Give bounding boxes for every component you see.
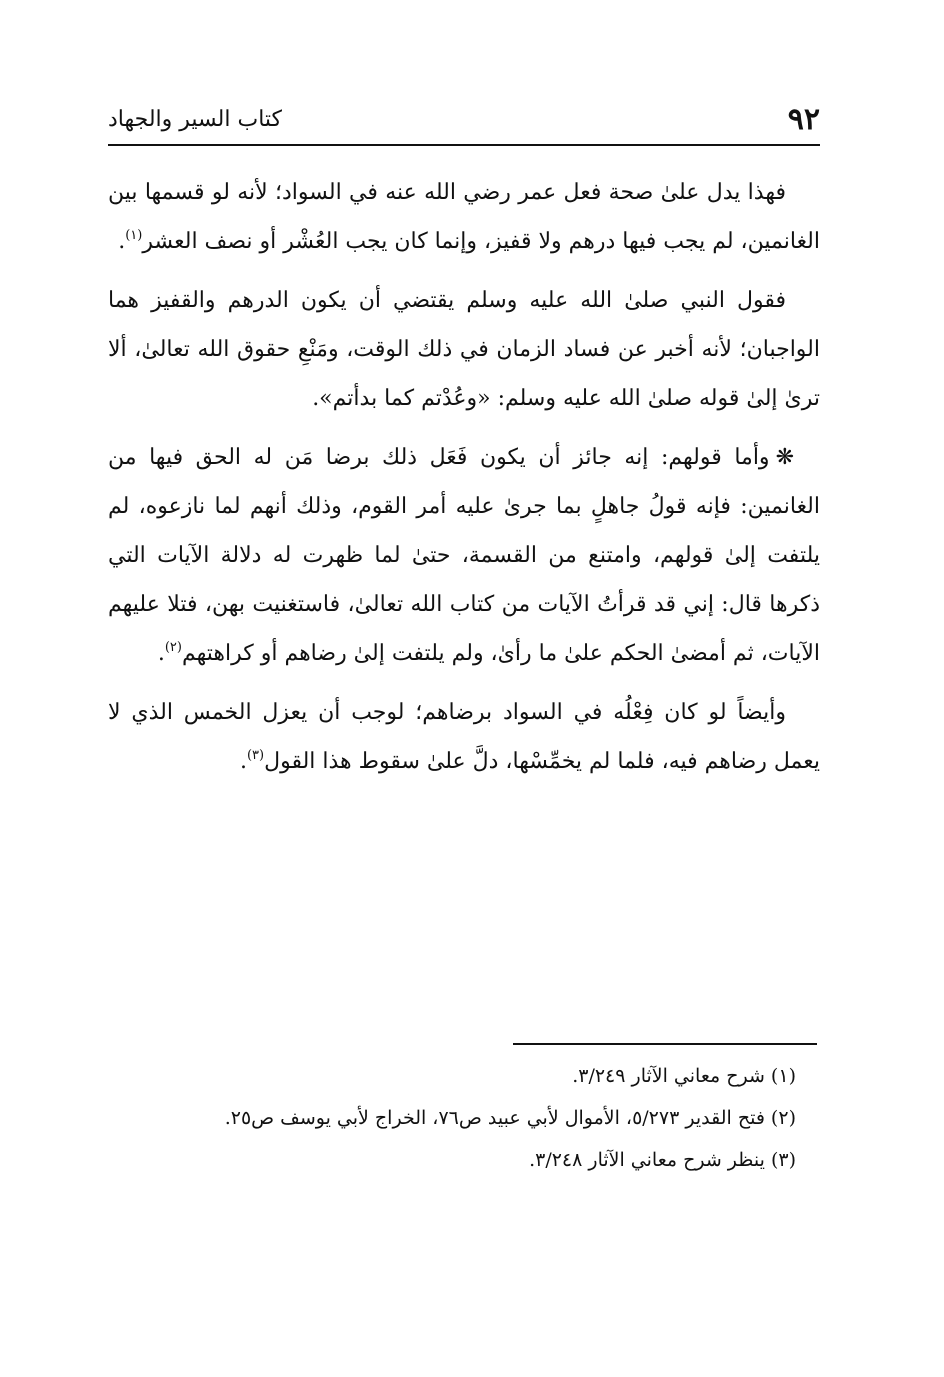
footnote: (١) شرح معاني الآثار ٣/٢٤٩. xyxy=(572,1065,796,1087)
main-text xyxy=(108,168,820,796)
paragraph-text: فهذا يدل علىٰ صحة فعل عمر رضي الله عنه في السواد؛ لأنه لو قسمها بين الغانمين، لم يجب فيها درهم ولا قفيز، وإنما كان يجب العُشْر أو نصف العشر xyxy=(108,180,820,254)
paragraph-end: . xyxy=(239,749,247,774)
running-title: كتاب السير والجهاد xyxy=(108,107,283,132)
paragraph xyxy=(108,168,820,266)
paragraph xyxy=(108,688,820,786)
paragraph xyxy=(108,433,820,678)
paragraph-end: . xyxy=(157,641,165,666)
page-number: ٩٢ xyxy=(787,102,820,137)
footnote-divider xyxy=(513,1043,817,1045)
paragraph-text: وأيضاً لو كان فِعْلُه في السواد برضاهم؛ لوجب أن يعزل الخمس الذي لا يعمل رضاهم فيه، فلما لم يخمِّسْها، دلَّ علىٰ سقوط هذا القول xyxy=(108,700,820,774)
paragraph-text: فقول النبي صلىٰ الله عليه وسلم يقتضي أن يكون الدرهم والقفيز هما الواجبان؛ لأنه أخبر عن فساد الزمان في ذلك الوقت، ومَنْعِ حقوق الله تعالىٰ، ألا ترىٰ إلىٰ قوله صلىٰ الله عليه وسلم: «وعُدْتم كما بدأتم». xyxy=(108,288,820,411)
asterisk-ornament-icon: ❋ xyxy=(775,445,794,470)
paragraph-end: . xyxy=(118,229,126,254)
footnote-reference: (٢) xyxy=(164,639,182,655)
page-header xyxy=(108,98,820,146)
footnote: (٣) ينظر شرح معاني الآثار ٣/٢٤٨. xyxy=(529,1149,796,1171)
footnote-reference: (١) xyxy=(125,227,143,243)
footnote: (٢) فتح القدير ٥/٢٧٣، الأموال لأبي عبيد ص٧٦، الخراج لأبي يوسف ص٢٥. xyxy=(224,1107,796,1129)
footnotes xyxy=(108,1055,820,1181)
paragraph xyxy=(108,276,820,423)
paragraph-text: وأما قولهم: إنه جائز أن يكون فَعَل ذلك برضا مَن له الحق فيها من الغانمين: فإنه قولُ جاهلٍ بما جرىٰ عليه أمر القوم، وذلك أنهم لما نازعوه، لم يلتفت إلىٰ قولهم، وامتنع من القسمة، حتىٰ لما ظهرت له دلالة الآيات التي ذكرها قال: إني قد قرأتُ الآيات من كتاب الله تعالىٰ، فاستغنيت بهن، فتلا عليهم الآيات، ثم أمضىٰ الحكم علىٰ ما رأىٰ، ولم يلتفت إلىٰ رضاهم أو كراهتهم xyxy=(108,445,820,666)
footnote-reference: (٣) xyxy=(246,747,265,763)
